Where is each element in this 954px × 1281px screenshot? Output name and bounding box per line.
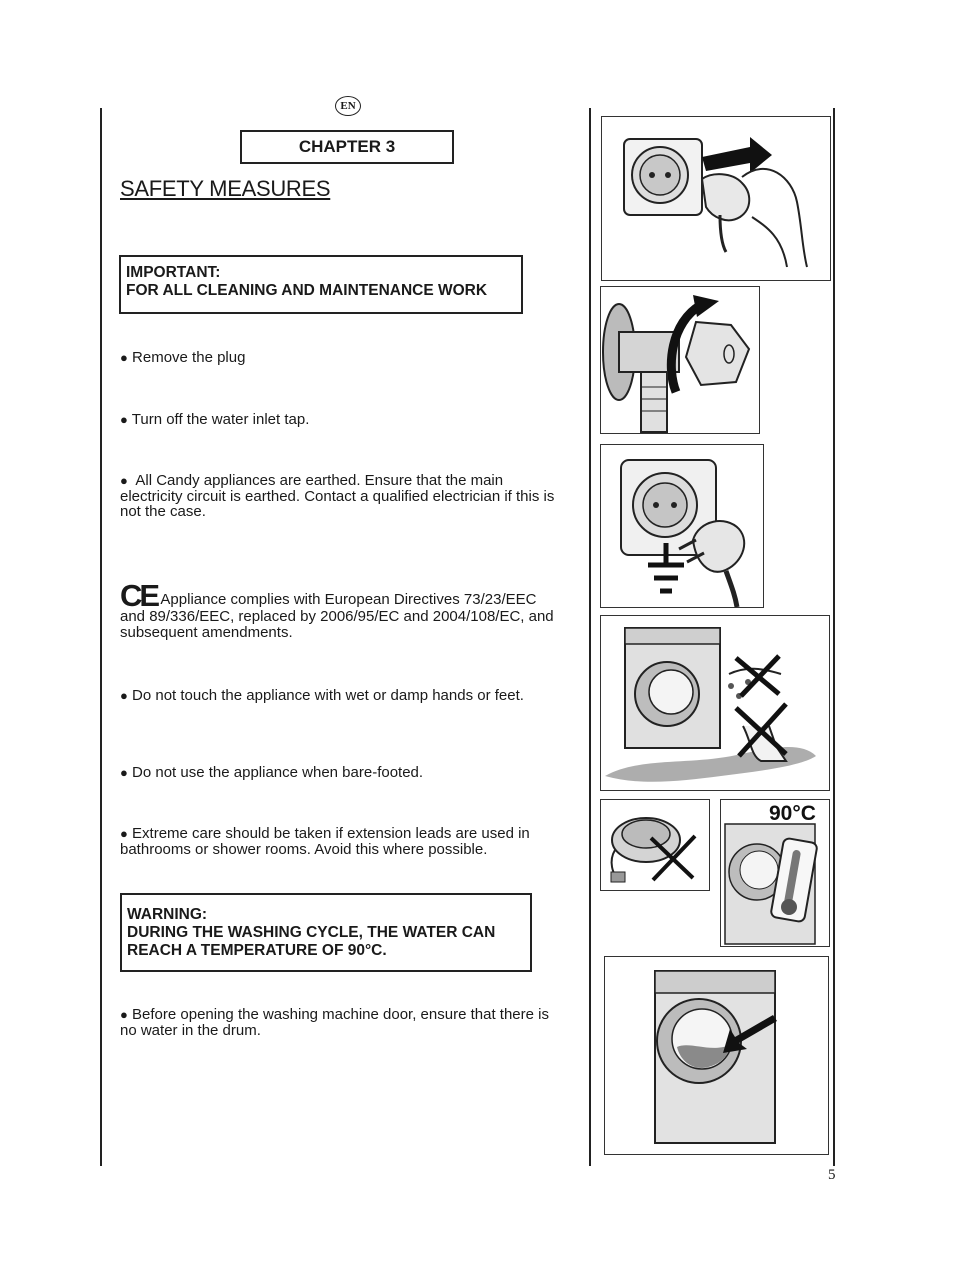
warning-text-line2: REACH A TEMPERATURE OF 90°C. xyxy=(127,942,387,959)
important-heading: IMPORTANT: xyxy=(126,264,221,281)
item-remove-plug xyxy=(120,350,565,366)
language-badge: EN xyxy=(335,96,361,116)
bullet-icon: ● xyxy=(120,1007,128,1022)
bullet-icon: ● xyxy=(120,688,128,703)
chapter-label: CHAPTER 3 xyxy=(240,130,454,164)
item-wet-hands xyxy=(120,688,552,704)
item-text: Do not use the appliance when bare-footed. xyxy=(132,764,424,781)
unplug-illustration xyxy=(601,116,831,281)
item-text: Do not touch the appliance with wet or damp hands or feet. xyxy=(132,687,524,704)
bullet-icon: ● xyxy=(120,826,128,841)
item-text: Remove the plug xyxy=(132,349,246,366)
important-notice xyxy=(119,255,523,314)
item-water-tap xyxy=(120,412,565,428)
important-text: FOR ALL CLEANING AND MAINTENANCE WORK xyxy=(126,282,488,299)
right-column-rule xyxy=(833,108,835,1166)
door-water-illustration xyxy=(604,956,829,1155)
extension-lead-illustration xyxy=(600,799,710,891)
page-title: SAFETY MEASURES xyxy=(120,176,331,201)
middle-column-rule xyxy=(589,108,591,1166)
temperature-label: 90°C xyxy=(769,802,816,825)
warning-text-line1: DURING THE WASHING CYCLE, THE WATER CAN xyxy=(127,924,496,941)
page-number: 5 xyxy=(828,1167,836,1183)
item-earthed xyxy=(120,473,560,520)
wet-feet-illustration xyxy=(600,615,830,791)
bullet-icon: ● xyxy=(120,412,128,427)
item-text: Turn off the water inlet tap. xyxy=(131,411,310,428)
warning-notice xyxy=(120,893,532,972)
hot-water-illustration xyxy=(720,799,830,947)
item-door-water xyxy=(120,1007,550,1038)
bullet-icon: ● xyxy=(120,765,128,780)
item-text: Before opening the washing machine door, ensure that there is no water in the drum. xyxy=(120,1006,549,1039)
item-ce-compliance xyxy=(120,578,555,641)
left-column-rule xyxy=(100,108,102,1166)
bullet-icon: ● xyxy=(120,473,128,488)
item-text: Extreme care should be taken if extension leads are used in bathrooms or shower rooms. Avoid this where possible. xyxy=(120,825,530,858)
item-text: Appliance complies with European Directives 73/23/EEC and 89/336/EEC, replaced by 2006/95/EC and 2004/108/EC, and subsequent amendments. xyxy=(120,591,554,641)
item-extension-leads xyxy=(120,826,562,857)
item-bare-foot xyxy=(120,765,565,781)
tap-illustration xyxy=(600,286,760,434)
item-text: All Candy appliances are earthed. Ensure that the main electricity circuit is earthed. Contact a qualified electrician if this is not the case. xyxy=(120,472,555,520)
bullet-icon: ● xyxy=(120,350,128,365)
warning-heading: WARNING: xyxy=(127,906,208,923)
ce-mark-icon: CE xyxy=(120,578,158,613)
earthed-socket-illustration xyxy=(600,444,764,608)
